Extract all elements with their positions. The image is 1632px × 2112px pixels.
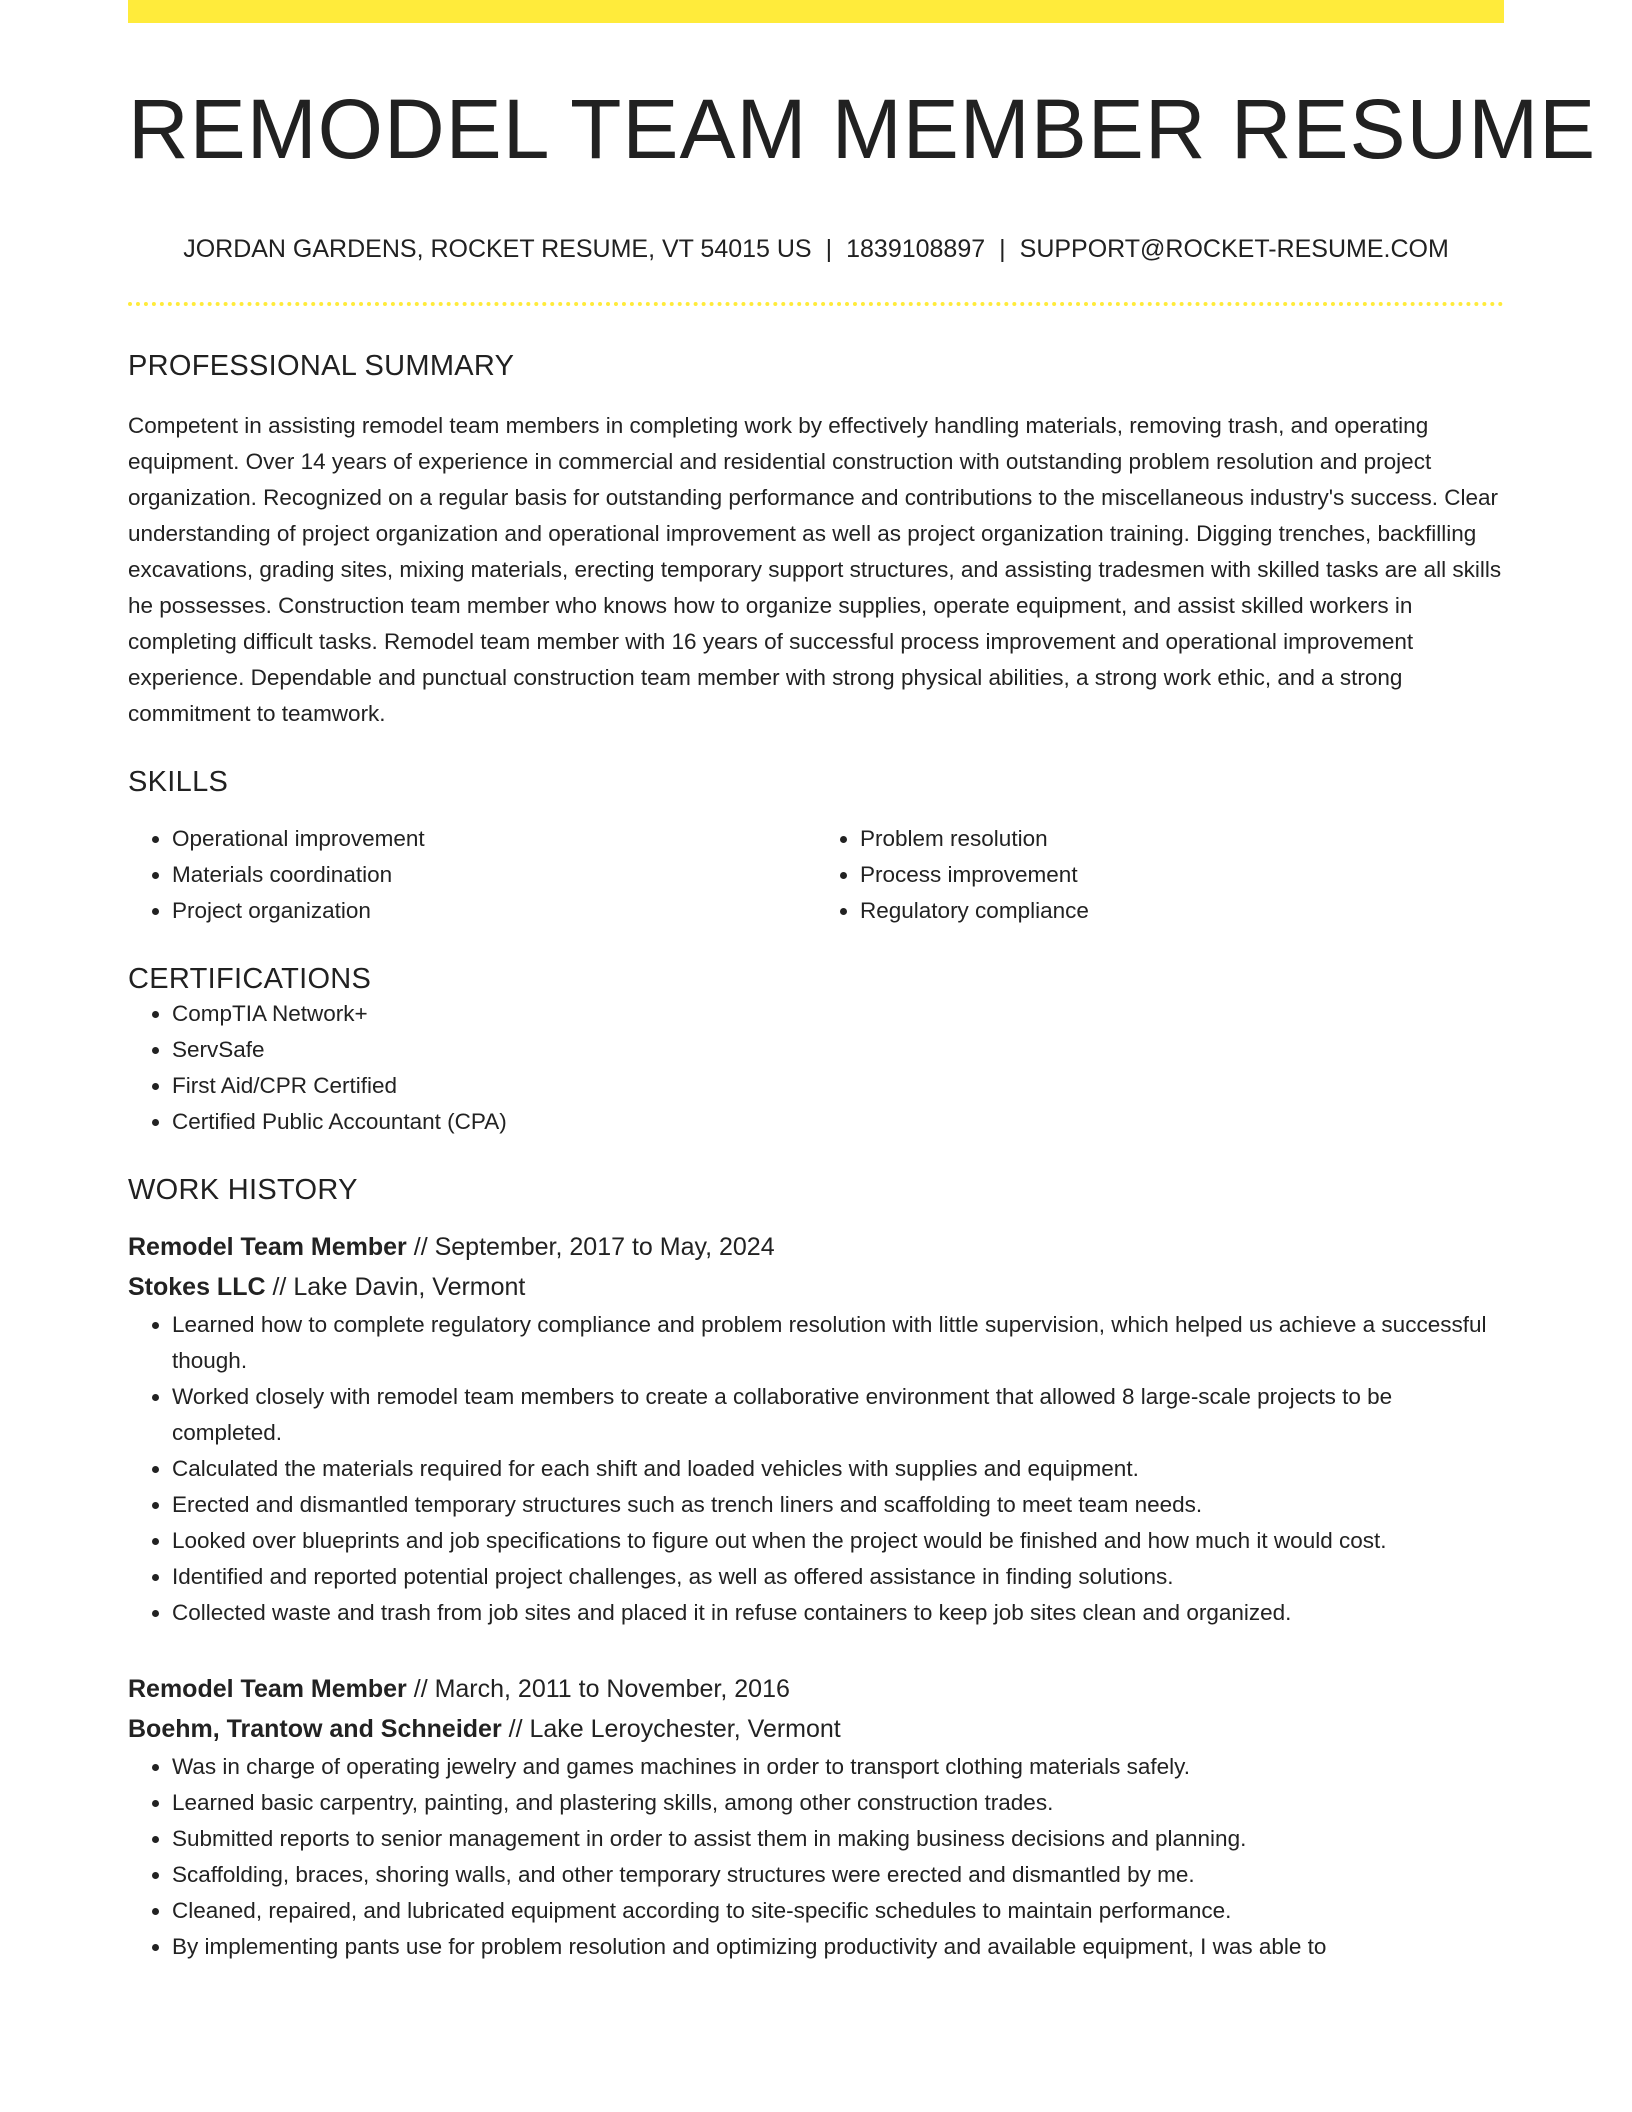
summary-heading: PROFESSIONAL SUMMARY: [128, 350, 515, 383]
job-duty: • Calculated the materials required for each shift and loaded vehicles with supplies and equipment.: [172, 1451, 1504, 1487]
summary-text: Competent in assisting remodel team members in completing work by effectively handling materials, removing trash, and operating equipment. Over 14 years of experience in commercial and residential construction with outstanding problem resolution and project organization. Recognized on a regular basis for outstanding performance and contributions to the miscellaneous industry's success. Clear understanding of project organization and operational improvement as well as project organization training. Digging trenches, backfilling excavations, grading sites, mixing materials, erecting temporary support structures, and assisting tradesmen with skilled tasks are all skills he possesses. Construction team member who knows how to organize supplies, operate equipment, and assist skilled workers in completing difficult tasks. Remodel team member with 16 years of successful process improvement and operational improvement experience. Dependable and punctual construction team member with strong physical abilities, a strong work ethic, and a strong commitment to teamwork.: [128, 413, 1502, 727]
job-duty: • Worked closely with remodel team members to create a collaborative environment that allowed 8 large-scale projects to be completed.: [172, 1379, 1504, 1451]
job-company-line: [128, 1709, 1504, 1749]
job-company-line: [128, 1267, 1504, 1307]
skill-item: • Regulatory compliance: [860, 893, 1504, 929]
resume-page: [128, 0, 1597, 1965]
top-accent-bar: [128, 0, 1504, 23]
job-company: Stokes LLC: [128, 1273, 266, 1302]
job-dates: // September, 2017 to May, 2024: [406, 1233, 775, 1262]
job-duty: • By implementing pants use for problem resolution and optimizing productivity and available equipment, I was able to: [172, 1929, 1504, 1965]
job-title: Remodel Team Member: [128, 1233, 407, 1262]
job-company: Boehm, Trantow and Schneider: [128, 1715, 502, 1744]
contact-phone: 1839108897: [846, 235, 986, 264]
skills-grid: [128, 821, 1504, 929]
skills-list-right: [816, 821, 1504, 929]
job-duty: • Was in charge of operating jewelry and games machines in order to transport clothing materials safely.: [172, 1749, 1504, 1785]
contact-email: SUPPORT@ROCKET-RESUME.COM: [1019, 235, 1449, 264]
contact-separator: |: [999, 235, 1006, 264]
job-dates: // March, 2011 to November, 2016: [406, 1675, 790, 1704]
job-duty: • Cleaned, repaired, and lubricated equipment according to site-specific schedules to maintain performance.: [172, 1893, 1504, 1929]
skill-item: • Project organization: [172, 893, 816, 929]
job-duty: • Learned basic carpentry, painting, and plastering skills, among other construction trades.: [172, 1785, 1504, 1821]
dotted-divider: [128, 302, 1504, 306]
work-history-heading: WORK HISTORY: [128, 1174, 358, 1207]
job-duty: • Looked over blueprints and job specifications to figure out when the project would be finished and how much it would cost.: [172, 1523, 1504, 1559]
job-location: // Lake Leroychester, Vermont: [501, 1715, 841, 1744]
skills-heading: SKILLS: [128, 766, 229, 799]
job-title: Remodel Team Member: [128, 1675, 407, 1704]
certifications-heading: CERTIFICATIONS: [128, 963, 372, 996]
job-duties-list: [128, 1749, 1504, 1965]
job-duty: • Collected waste and trash from job sites and placed it in refuse containers to keep job sites clean and organized.: [172, 1595, 1504, 1631]
certification-item: • CompTIA Network+: [172, 996, 1504, 1032]
job-title-line: [128, 1227, 1504, 1267]
job-location: // Lake Davin, Vermont: [265, 1273, 526, 1302]
contact-separator: |: [825, 235, 833, 264]
skill-item: • Operational improvement: [172, 821, 816, 857]
job-entry: [128, 1227, 1504, 1631]
job-duty: • Identified and reported potential project challenges, as well as offered assistance in finding solutions.: [172, 1559, 1504, 1595]
contact-address: JORDAN GARDENS, ROCKET RESUME, VT 54015 US: [183, 235, 812, 264]
certifications-list: [128, 996, 1504, 1140]
certification-item: • Certified Public Accountant (CPA): [172, 1104, 1504, 1140]
skill-item: • Process improvement: [860, 857, 1504, 893]
contact-line: [128, 235, 1504, 264]
job-duty: • Submitted reports to senior management in order to assist them in making business decisions and planning.: [172, 1821, 1504, 1857]
job-entry: [128, 1669, 1504, 1965]
job-title-line: [128, 1669, 1504, 1709]
certification-item: • ServSafe: [172, 1032, 1504, 1068]
job-duty: • Erected and dismantled temporary structures such as trench liners and scaffolding to meet team needs.: [172, 1487, 1504, 1523]
job-duty: • Learned how to complete regulatory compliance and problem resolution with little supervision, which helped us achieve a successful though.: [172, 1307, 1504, 1379]
skill-item: • Problem resolution: [860, 821, 1504, 857]
job-duty: • Scaffolding, braces, shoring walls, and other temporary structures were erected and dismantled by me.: [172, 1857, 1504, 1893]
job-duties-list: [128, 1307, 1504, 1631]
skills-list-left: [128, 821, 816, 929]
resume-title: REMODEL TEAM MEMBER RESUME: [128, 82, 1597, 176]
certification-item: • First Aid/CPR Certified: [172, 1068, 1504, 1104]
skill-item: • Materials coordination: [172, 857, 816, 893]
